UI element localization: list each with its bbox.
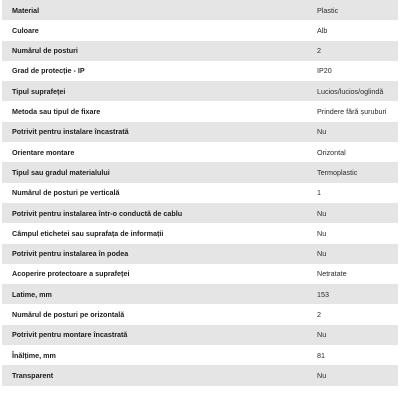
spec-row-surface-coating xyxy=(2,264,398,284)
spec-label: Numărul de posturi pe verticală xyxy=(12,188,120,198)
spec-label: Orientare montare xyxy=(12,147,75,157)
spec-row-width xyxy=(2,284,398,304)
specifications-body xyxy=(2,0,398,386)
spec-row-material-grade xyxy=(2,162,398,182)
spec-row-height xyxy=(2,345,398,365)
spec-value: 2 xyxy=(317,310,321,319)
spec-label: Transparent xyxy=(12,370,54,380)
spec-value: 81 xyxy=(317,350,325,360)
spec-label: Grad de protecție - IP xyxy=(12,66,85,76)
spec-value: Plastic xyxy=(317,5,339,15)
spec-value: Nu xyxy=(317,249,327,259)
spec-label: Latime, mm xyxy=(12,289,52,299)
spec-row-mounting-orientation xyxy=(2,142,398,162)
spec-value: Nu xyxy=(317,370,327,380)
spec-row-number-of-gangs xyxy=(2,41,398,61)
spec-row-label-field xyxy=(2,223,398,243)
spec-label: Metoda sau tipul de fixare xyxy=(12,107,101,117)
spec-label: Înălțime, mm xyxy=(12,350,56,360)
spec-value: Termoplastic xyxy=(317,167,358,177)
spec-value: Nu xyxy=(317,208,327,218)
spec-row-horizontal-gangs xyxy=(2,304,398,324)
spec-label: Potrivit pentru instalare încastrată xyxy=(12,127,129,137)
spec-row-fixing-method xyxy=(2,101,398,121)
spec-value: Netratate xyxy=(317,269,347,279)
spec-value: Nu xyxy=(317,330,327,340)
spec-row-color xyxy=(2,20,398,40)
spec-label: Numărul de posturi xyxy=(12,46,78,56)
spec-value: 1 xyxy=(317,188,321,198)
spec-row-flush-installation xyxy=(2,122,398,142)
spec-row-surface-type xyxy=(2,81,398,101)
spec-label: Potrivit pentru instalarea în podea xyxy=(12,249,129,259)
spec-label: Numărul de posturi pe orizontală xyxy=(12,310,125,319)
spec-label: Câmpul etichetei sau suprafața de informații xyxy=(12,228,164,238)
spec-row-vertical-gangs xyxy=(2,183,398,203)
spec-label: Material xyxy=(12,5,40,15)
spec-value: Orizontal xyxy=(317,147,346,157)
spec-label: Potrivit pentru instalarea într-o conductă de cablu xyxy=(12,208,183,218)
spec-value: 153 xyxy=(317,289,329,299)
spec-row-transparent xyxy=(2,365,398,385)
spec-value: Prindere fără șuruburi xyxy=(317,107,387,117)
spec-value: Lucios/lucios/oglindă xyxy=(317,86,384,96)
spec-row-ip-rating xyxy=(2,61,398,81)
spec-row-cable-duct-installation xyxy=(2,203,398,223)
spec-row-floor-installation xyxy=(2,244,398,264)
specifications-table xyxy=(2,0,398,386)
spec-value: 2 xyxy=(317,46,321,56)
spec-label: Acoperire protectoare a suprafeței xyxy=(12,269,130,279)
spec-label: Potrivit pentru montare încastrată xyxy=(12,330,128,340)
spec-value: Nu xyxy=(317,228,327,238)
spec-label: Tipul suprafeței xyxy=(12,86,66,96)
spec-row-material xyxy=(2,0,398,20)
spec-row-recessed-mounting xyxy=(2,325,398,345)
spec-label: Culoare xyxy=(12,25,39,35)
spec-label: Tipul sau gradul materialului xyxy=(12,167,110,177)
spec-value: Alb xyxy=(317,25,328,35)
spec-value: IP20 xyxy=(317,66,332,76)
spec-value: Nu xyxy=(317,127,327,137)
